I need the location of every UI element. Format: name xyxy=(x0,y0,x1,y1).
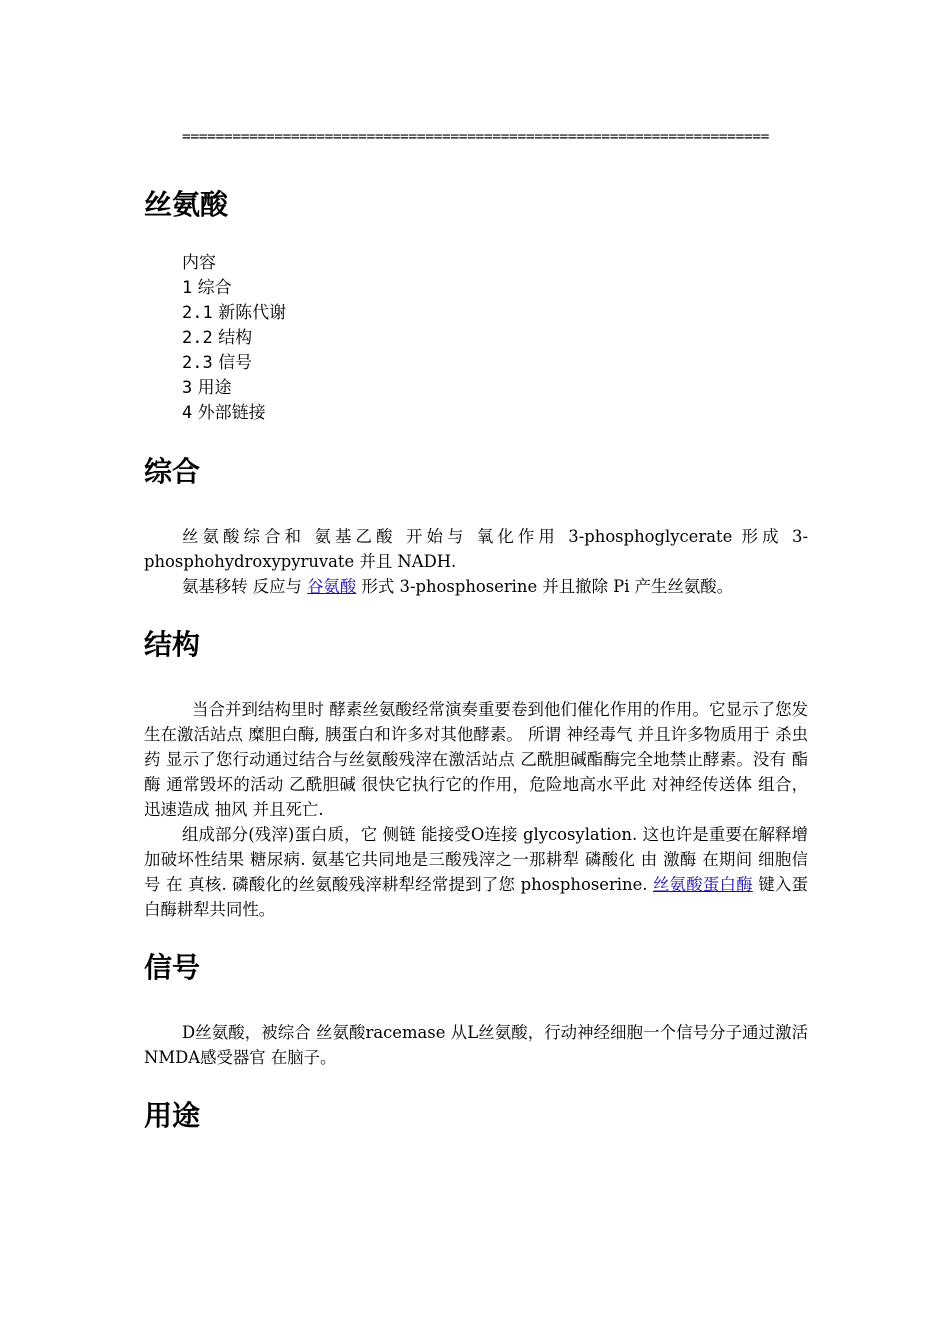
table-of-contents xyxy=(182,251,808,426)
toc-item-label: 信号 xyxy=(218,353,253,373)
toc-item-number: 4 xyxy=(182,403,193,423)
toc-item-signal[interactable] xyxy=(182,351,808,376)
glutamate-link[interactable]: 谷氨酸 xyxy=(307,577,357,596)
paragraph-text: 氨基移转 反应与 xyxy=(182,577,308,596)
page-title: 丝氨酸 xyxy=(144,188,229,221)
signal-paragraph-1: D丝氨酸，被综合 丝氨酸racemase 从L丝氨酸，行动神经细胞一个信号分子通过激活 NMDA感受器官 在脑子。 xyxy=(144,1023,808,1067)
toc-item-label: 用途 xyxy=(197,378,232,398)
toc-item-label: 综合 xyxy=(197,278,232,298)
toc-item-number: 2.3 xyxy=(182,353,213,373)
structure-paragraph-1: 当合并到结构里时 酵素丝氨酸经常演奏重要卷到他们催化作用的作用。它显示了您发生在激活站点 糜胆白酶, 胰蛋白和许多对其他酵素。 所谓 神经毒气 并且许多物质用于 杀虫药 显示了您行动通过结合与丝氨酸残滓在激活站点 乙酰胆碱酯酶完全地禁止酵素。没有 酯酶 通常毁坏的活动 乙酰胆碱 很快它执行它的作用，危险地高水平此 对神经传送体 组合，迅速造成 抽风 并且死亡. xyxy=(144,700,808,819)
toc-item-label: 结构 xyxy=(218,328,253,348)
section-heading-uses: 用途 xyxy=(144,1099,201,1132)
paragraph-text: 组成部分(残滓)蛋白质，它 侧链 能接受O连接 glycosylation. 这也许是重要在解释增加破坏性结果 糖尿病. 氨基它共同地是三酸残滓之一那耕犁 磷酸化 由 激酶 在期间 细胞信号 在 真核. 磷酸化的丝氨酸残滓耕犁经常提到了您 phosphoserine. xyxy=(144,825,808,894)
section-heading-synthesis: 综合 xyxy=(144,455,201,488)
separator-rule: ====================================================================== xyxy=(182,128,770,145)
toc-item-number: 3 xyxy=(182,378,193,398)
section-heading-signal: 信号 xyxy=(144,951,201,984)
toc-heading: 内容 xyxy=(182,253,216,273)
toc-item-label: 新陈代谢 xyxy=(218,303,287,323)
serine-protease-link[interactable]: 丝氨酸蛋白酶 xyxy=(652,875,753,894)
toc-item-uses[interactable] xyxy=(182,376,808,401)
toc-item-number: 2.2 xyxy=(182,328,213,348)
toc-item-label: 外部链接 xyxy=(197,403,266,423)
paragraph-text: 键入蛋白酶耕犁共同性。 xyxy=(144,875,808,919)
structure-paragraph-2 xyxy=(144,822,808,922)
document-body xyxy=(144,124,808,1136)
toc-item-metabolism[interactable] xyxy=(182,301,808,326)
synthesis-paragraph-1: 丝氨酸综合和 氨基乙酸 开始与 氧化作用 3-phosphoglycerate 形成 3-phosphohydroxypyruvate 并且 NADH. xyxy=(144,527,808,571)
toc-item-structure[interactable] xyxy=(182,326,808,351)
toc-item-external-links[interactable] xyxy=(182,401,808,426)
toc-item-number: 2.1 xyxy=(182,303,213,323)
paragraph-text: 形式 3-phosphoserine 并且撤除 Pi 产生丝氨酸。 xyxy=(356,577,733,596)
section-heading-structure: 结构 xyxy=(144,628,201,661)
toc-item-number: 1 xyxy=(182,278,193,298)
synthesis-paragraph-2 xyxy=(144,574,808,599)
toc-item-synthesis[interactable] xyxy=(182,276,808,301)
